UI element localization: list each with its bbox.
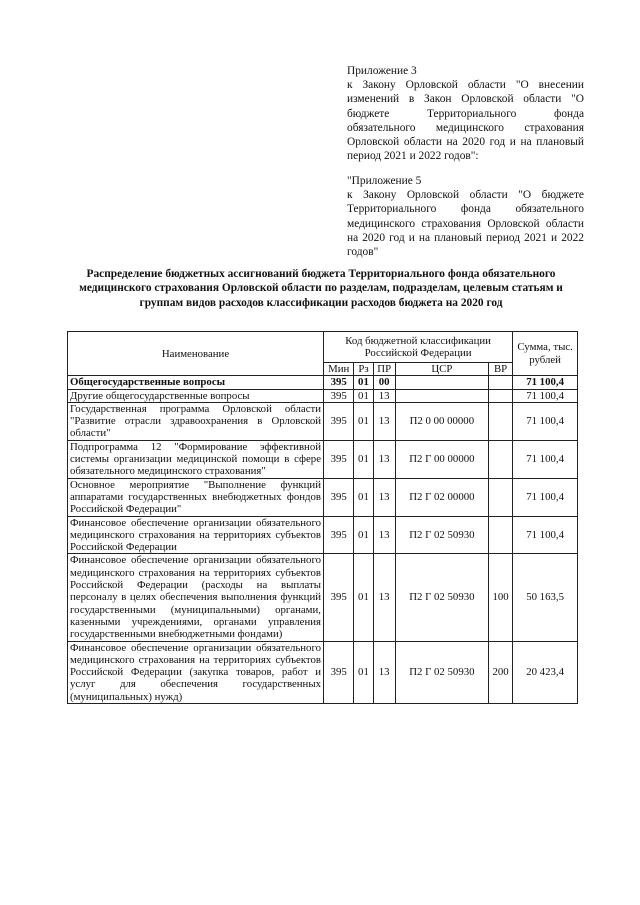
row-min: 395 xyxy=(324,402,354,440)
row-csr: П2 Г 02 00000 xyxy=(395,478,488,516)
row-sum: 20 423,4 xyxy=(513,641,578,703)
row-vr xyxy=(488,402,512,440)
row-sum: 71 100,4 xyxy=(513,376,578,389)
row-csr: П2 Г 02 50930 xyxy=(395,554,488,641)
header-sum: Сумма, тыс. рублей xyxy=(513,332,578,376)
row-vr: 200 xyxy=(488,641,512,703)
row-sum: 71 100,4 xyxy=(513,389,578,402)
row-vr xyxy=(488,376,512,389)
row-name: Государственная программа Орловской области "Развитие отрасли здравоохранения в Орловской области" xyxy=(68,402,324,440)
row-csr: П2 Г 02 50930 xyxy=(395,516,488,554)
row-name: Другие общегосударственные вопросы xyxy=(68,389,324,402)
row-min: 395 xyxy=(324,440,354,478)
row-sum: 50 163,5 xyxy=(513,554,578,641)
row-min: 395 xyxy=(324,389,354,402)
table-row xyxy=(68,641,578,703)
header-name: Наименование xyxy=(68,332,324,376)
header-min: Мин xyxy=(324,363,354,376)
row-csr: П2 Г 02 50930 xyxy=(395,641,488,703)
header-code-group: Код бюджетной классификации Российской Федерации xyxy=(324,332,513,363)
row-rz: 01 xyxy=(354,440,373,478)
header-vr: ВР xyxy=(488,363,512,376)
row-rz: 01 xyxy=(354,516,373,554)
row-pr: 00 xyxy=(373,376,395,389)
row-rz: 01 xyxy=(354,389,373,402)
row-pr: 13 xyxy=(373,402,395,440)
row-pr: 13 xyxy=(373,478,395,516)
row-min: 395 xyxy=(324,554,354,641)
row-csr xyxy=(395,376,488,389)
row-name: Финансовое обеспечение организации обязательного медицинского страхования на территориях субъектов Российской Федерации (закупка товаров, работ и услуг для обеспечения государственных (муниципальных) нужд) xyxy=(68,641,324,703)
row-sum: 71 100,4 xyxy=(513,478,578,516)
row-pr: 13 xyxy=(373,641,395,703)
header-rz: Рз xyxy=(354,363,373,376)
row-pr: 13 xyxy=(373,554,395,641)
row-rz: 01 xyxy=(354,554,373,641)
row-csr: П2 0 00 00000 xyxy=(395,402,488,440)
row-vr xyxy=(488,389,512,402)
row-vr xyxy=(488,516,512,554)
row-vr: 100 xyxy=(488,554,512,641)
row-pr: 13 xyxy=(373,516,395,554)
row-pr: 13 xyxy=(373,389,395,402)
row-min: 395 xyxy=(324,641,354,703)
table-row xyxy=(68,389,578,402)
row-pr: 13 xyxy=(373,440,395,478)
row-vr xyxy=(488,440,512,478)
document-title: Распределение бюджетных ассигнований бюджета Территориального фонда обязательного медицинского страхования Орловской области по разделам, подразделам, целевым статьям и группам видов расходов классификации расходов бюджета на 2020 год xyxy=(79,268,563,309)
header-pr: ПР xyxy=(373,363,395,376)
row-rz: 01 xyxy=(354,641,373,703)
row-sum: 71 100,4 xyxy=(513,402,578,440)
row-name: Общегосударственные вопросы xyxy=(68,376,324,389)
appendix-5-line: "Приложение 5 xyxy=(347,175,422,187)
appendix-5-header xyxy=(347,174,584,259)
budget-table xyxy=(67,331,578,704)
table-row xyxy=(68,376,578,389)
row-name: Подпрограмма 12 "Формирование эффективной системы организации медицинской помощи в сфере обязательного медицинского страхования" xyxy=(68,440,324,478)
table-row xyxy=(68,516,578,554)
appendix-3-body: к Закону Орловской области "О внесении изменений в Закон Орловской области "О бюджете Территориального фонда обязательного медицинского страхования Орловской области на 2020 год и на плановый период 2021 и 2022 годов": xyxy=(347,79,584,163)
row-min: 395 xyxy=(324,376,354,389)
row-rz: 01 xyxy=(354,402,373,440)
table-row xyxy=(68,478,578,516)
row-rz: 01 xyxy=(354,478,373,516)
table-row xyxy=(68,554,578,641)
row-csr: П2 Г 00 00000 xyxy=(395,440,488,478)
appendix-5-body: к Закону Орловской области "О бюджете Территориального фонда обязательного медицинского страхования Орловской области на 2020 год и на плановый период 2021 и 2022 годов" xyxy=(347,189,584,259)
table-row xyxy=(68,440,578,478)
row-sum: 71 100,4 xyxy=(513,516,578,554)
row-min: 395 xyxy=(324,516,354,554)
appendix-3-line: Приложение 3 xyxy=(347,65,417,77)
row-vr xyxy=(488,478,512,516)
row-min: 395 xyxy=(324,478,354,516)
row-sum: 71 100,4 xyxy=(513,440,578,478)
header-csr: ЦСР xyxy=(395,363,488,376)
row-csr xyxy=(395,389,488,402)
table-row xyxy=(68,402,578,440)
row-rz: 01 xyxy=(354,376,373,389)
row-name: Финансовое обеспечение организации обязательного медицинского страхования на территориях субъектов Российской Федерации xyxy=(68,516,324,554)
appendix-3-header xyxy=(347,64,584,163)
row-name: Финансовое обеспечение организации обязательного медицинского страхования на территориях субъектов Российской Федерации (расходы на выплаты персоналу в целях обеспечения выполнения функций государственными (муниципальными) органами, казенными учреждениями, органами управления государственными внебюджетными фондами) xyxy=(68,554,324,641)
row-name: Основное мероприятие "Выполнение функций аппаратами государственных внебюджетных фондов Российской Федерации" xyxy=(68,478,324,516)
